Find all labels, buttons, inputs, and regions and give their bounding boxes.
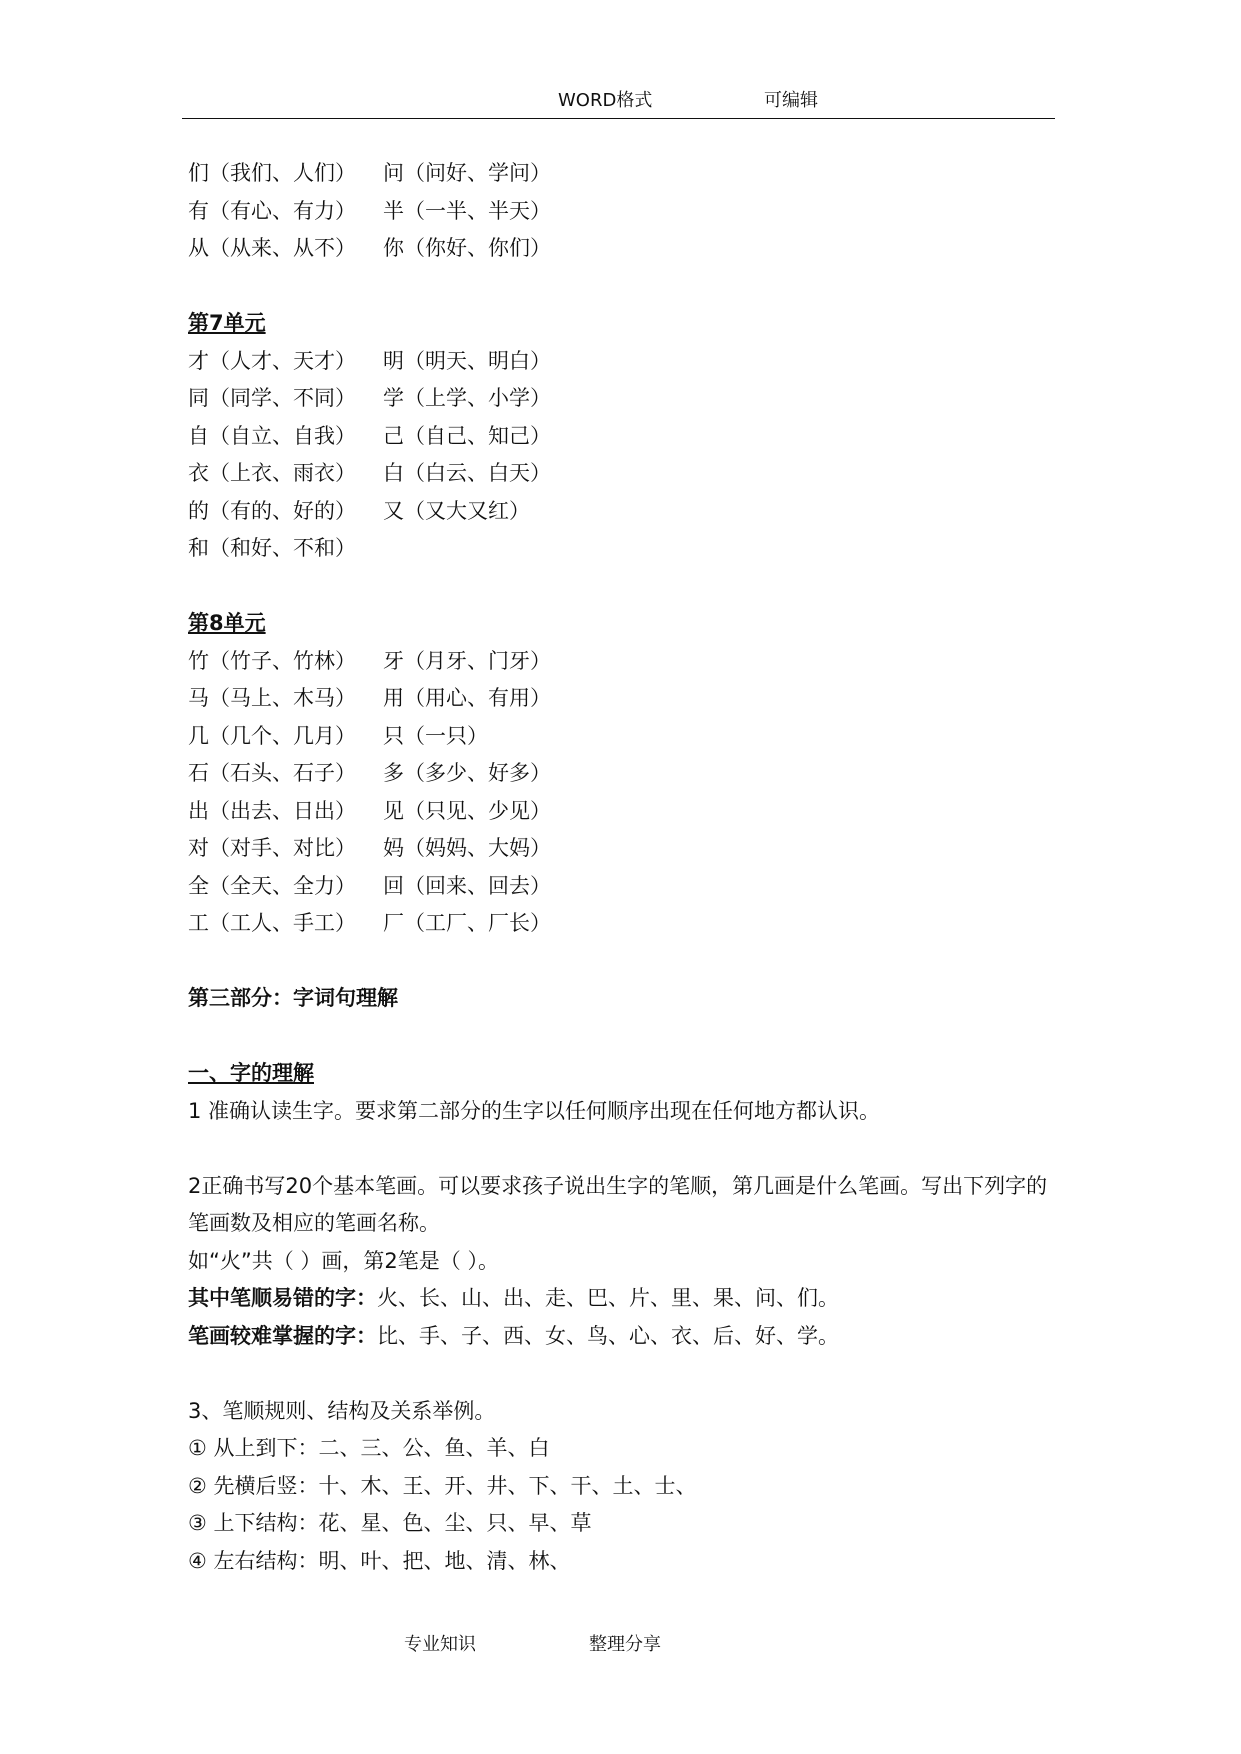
word-pair-left: 才（人才、天才）	[188, 348, 356, 373]
item3-text: 3、笔顺规则、结构及关系举例。	[188, 1398, 496, 1423]
word-pair-left: 全（全天、全力）	[188, 873, 356, 898]
word-pair-right: 牙（月牙、门牙）	[383, 648, 551, 673]
document-body	[188, 155, 1058, 1580]
word-pair-right: 用（用心、有用）	[383, 686, 551, 710]
header-editable-label: 可编辑	[764, 90, 818, 111]
word-pair-right: 半（一半、半天）	[383, 198, 551, 223]
rule-line: ② 先横后竖：十、木、王、开、井、下、干、土、士、	[188, 1473, 697, 1498]
intro-lines	[188, 155, 1058, 268]
word-pair-line	[188, 643, 1058, 681]
word-pair-line	[188, 680, 1058, 718]
word-pair-line	[188, 755, 1058, 793]
word-pair-right: 妈（妈妈、大妈）	[383, 836, 551, 860]
word-pair-right: 你（你好、你们）	[383, 236, 551, 260]
hard-text: 比、手、子、西、女、鸟、心、衣、后、好、学。	[377, 1323, 839, 1348]
word-pair-line	[188, 530, 1058, 568]
item1-text: 1 准确认读生字。要求第二部分的生字以任何顺序出现在任何地方都认识。	[188, 1098, 881, 1123]
word-pair-right: 学（上学、小学）	[383, 386, 551, 410]
footer-right-text: 整理分享	[589, 1634, 661, 1655]
word-pair-left: 有（有心、有力）	[188, 198, 356, 223]
rule-line: ① 从上到下：二、三、公、鱼、羊、白	[188, 1436, 550, 1460]
word-pair-left: 石（石头、石子）	[188, 761, 356, 785]
unit7-title: 第7单元	[188, 311, 266, 335]
word-pair-line	[188, 830, 1058, 868]
unit7-lines	[188, 343, 1058, 568]
word-pair-right: 白（白云、白天）	[383, 461, 551, 485]
item2-errors-line	[188, 1280, 1058, 1318]
word-pair-right: 问（问好、学问）	[383, 161, 551, 185]
page-header	[182, 86, 1055, 119]
word-pair-left: 竹（竹子、竹林）	[188, 648, 356, 673]
word-pair-left: 几（几个、几月）	[188, 723, 356, 748]
item2-example: 如“火”共（ ）画，第2笔是（ ）。	[188, 1248, 499, 1273]
word-pair-left: 出（出去、日出）	[188, 798, 356, 823]
word-pair-line	[188, 793, 1058, 831]
word-pair-line	[188, 493, 1058, 531]
word-pair-line	[188, 905, 1058, 943]
hard-label: 笔画较难掌握的字：	[188, 1323, 377, 1348]
part3-title: 第三部分：字词句理解	[188, 986, 398, 1010]
errors-label: 其中笔顺易错的字：	[188, 1286, 377, 1310]
word-pair-left: 的（有的、好的）	[188, 498, 356, 523]
word-pair-line	[188, 718, 1058, 756]
word-pair-right: 只（一只）	[383, 723, 488, 748]
unit8-lines	[188, 643, 1058, 943]
word-pair-right: 见（只见、少见）	[383, 798, 551, 823]
word-pair-line	[188, 343, 1058, 381]
word-pair-left: 衣（上衣、雨衣）	[188, 461, 356, 485]
section1-title: 一、字的理解	[188, 1061, 314, 1085]
word-pair-line	[188, 380, 1058, 418]
word-pair-right	[383, 530, 1058, 568]
word-pair-right: 己（自己、知己）	[383, 423, 551, 448]
word-pair-line	[188, 230, 1058, 268]
unit8-title: 第8单元	[188, 611, 266, 635]
word-pair-left: 从（从来、从不）	[188, 236, 356, 260]
word-pair-left: 对（对手、对比）	[188, 836, 356, 860]
word-pair-right: 多（多少、好多）	[383, 761, 551, 785]
word-pair-line	[188, 193, 1058, 231]
rule-line: ③ 上下结构：花、星、色、尘、只、早、草	[188, 1511, 592, 1535]
errors-text: 火、长、山、出、走、巴、片、里、果、问、们。	[377, 1286, 839, 1310]
word-pair-line	[188, 418, 1058, 456]
header-format-label: WORD格式	[558, 90, 653, 111]
spacer	[188, 1355, 1058, 1393]
word-pair-right: 又（又大又红）	[383, 498, 530, 523]
rule-line: ④ 左右结构：明、叶、把、地、清、林、	[188, 1548, 571, 1573]
footer-left-text: 专业知识	[404, 1634, 476, 1655]
word-pair-right: 厂（工厂、厂长）	[383, 911, 551, 935]
word-pair-left: 工（工人、手工）	[188, 911, 356, 935]
word-pair-left: 们（我们、人们）	[188, 161, 356, 185]
word-pair-left: 自（自立、自我）	[188, 423, 356, 448]
word-pair-right: 回（回来、回去）	[383, 873, 551, 898]
word-pair-left: 同（同学、不同）	[188, 386, 356, 410]
word-pair-line	[188, 455, 1058, 493]
word-pair-left: 和（和好、不和）	[188, 536, 356, 560]
word-pair-left: 马（马上、木马）	[188, 686, 356, 710]
word-pair-right: 明（明天、明白）	[383, 348, 551, 373]
word-pair-line	[188, 155, 1058, 193]
item2-text: 2正确书写20个基本笔画。可以要求孩子说出生字的笔顺，第几画是什么笔画。写出下列字的笔画数及相应的笔画名称。	[188, 1173, 1048, 1235]
spacer	[188, 1130, 1058, 1168]
item2-hard-line	[188, 1318, 1058, 1356]
word-pair-line	[188, 868, 1058, 906]
